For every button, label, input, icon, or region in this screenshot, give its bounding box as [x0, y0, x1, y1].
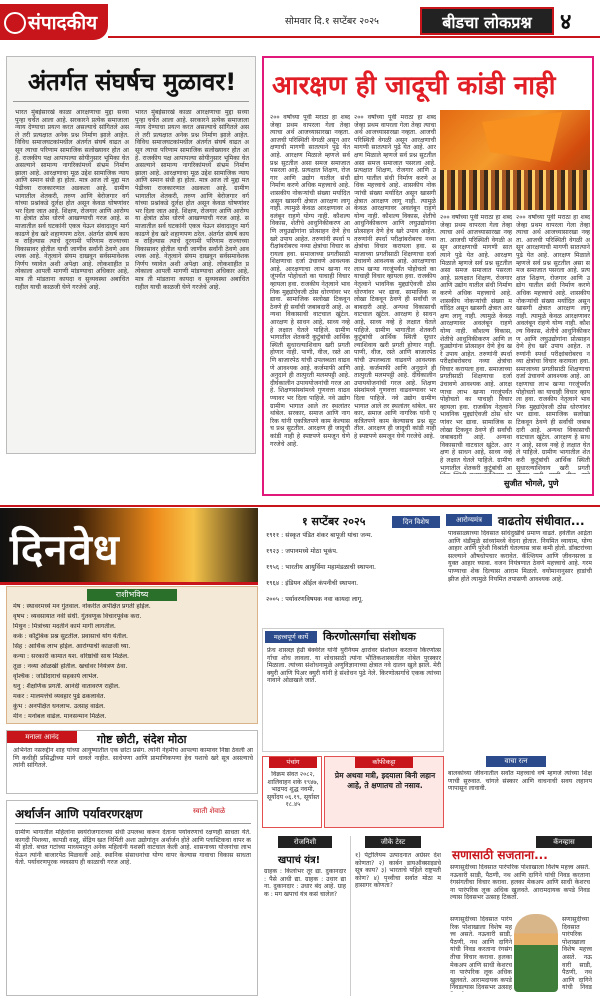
horoscope-item: कन्या : सरकारी कामात यश. वरिष्ठांची साथ मिळेल. — [13, 653, 130, 660]
feature-body-col-1: २०० वर्षांच्या पूर्वी मराठा हा शब्द जेव्हा प्रथम वापरला गेला तेव्हा त्याचा अर्थ आजच्यासारखा नव्हता. आजची परिस्थिती वेगळी असून आरक्षणाची मागणी सातत्याने पुढे येत आहे. आरक्षण मिळाले म्हणजे सर्व प्रश्न सुटतील असा समज समाजात पसरला आहे. प्रत्यक्षात शिक्षण, रोजगार आणि उद्योग यातील संधी निर्माण करणे अधिक महत्त्वाचे आहे. शासकीय नोकऱ्यांची संख्या मर्यादित असून खासगी क्षेत्रात आरक्षण लागू नाही. त्यामुळे केवळ आरक्षणावर अवलंबून राहणे योग्य नाही. कौशल्य विकास, शेतीचे आधुनिकीकरण आणि लघुउद्योगांना प्रोत्साहन देणे हेच खरे उपाय आहेत. तरुणांनी स्पर्धा परीक्षांबरोबरच नव्या क्षेत्रांचा विचार करायला हवा. समाजाच्या प्रगतीसाठी शिक्षणाचा दर्जा उंचावणे आवश्यक आहे. आरक्षणाचा लाभ खऱ्या गरजूंपर्यंत पोहोचतो का याचाही विचार व्हायला हवा. राजकीय नेतृत्वाने भावनिक मुद्द्यांऐवजी ठोस धोरणांवर भर द्यावा. सामाजिक सलोखा टिकवून ठेवणे ही सर्वांची जबाबदारी आहे. अन्यथा विकासाची वाटचाल खुंटेल. आरक्षण हे साधन आहे, साध्य नव्हे हे लक्षात घेतले पाहिजे. ग्रामीण भागातील शेतकरी कुटुंबांची आर्थिक स्थिती सुधारल्याशिवाय खरी प्रगती होणार नाही. पाणी, वीज, रस्ते आणि बाजारपेठ यांची उपलब्धता वाढवणे आवश्यक आहे. कर्जमाफी आणि अनुदाने ही तात्पुरती मलमपट्टी आहे. दीर्घकालीन उपाययोजनांची गरज आहे. शिक्षणसंस्थांमध्ये गुणवत्ता वाढवण्यावर भर दिला पाहिजे. नवे उद्योग ग्रामीण भागात आले तर स्थलांतर थांबेल. सरकार, समाज आणि नागरिक यांनी एकत्रितपणे काम केल्यासच प्रश्न सुटतील. आरक्षण ही जादूची कांडी नाही हे स्पष्टपणे समजून घेणे गरजेचे आहे. — [270, 114, 350, 448]
short-story-label: मनाला आनंद — [7, 731, 77, 743]
feature-article — [262, 56, 594, 496]
horoscope-item: तूळ : नव्या ओळखी होतील. खर्चावर नियंत्रण ठेवा. — [13, 663, 128, 670]
short-story-title: गोष्ट छोटी, संदेश मोठा — [97, 733, 187, 746]
day-special-item: १९५६ : भारतीय आयुर्विमा महामंडळाची स्थापना. — [266, 564, 376, 571]
title-divider — [15, 823, 251, 824]
fashion-body-left: सणासुदीच्या दिवसात पारंपरिक पोशाखाला विशेष महत्त्व असते. नऊवारी साडी, पैठणी, नथ आणि दागिने यांची निवड करताना रंगसंगतीचा विचार करावा. हलका मेकअप आणि साधी केशरचना पारंपरिक लूक अधिक खुलवते. आरामदायक कपडे निवडल्यास दिवसभर उत्साह — [450, 916, 512, 992]
day-special-item: १९६४ : इंडियन ऑईल कंपनीची स्थापना. — [266, 580, 359, 587]
editorial-body-col-2: भारत मुंबईसारखे काळा आरक्षणाचा मुद्दा सध्या पुन्हा चर्चेत आला आहे. सरकारने प्रत्येक समाजाला न्याय देण्याचा प्रयत्न करत असल्याचे सांगितले असले तरी प्रत्यक्षात अनेक प्रश्न निर्माण झाले आहेत. विविध समाजघटकांमधील अंतर्गत संघर्ष वाढत असून त्याचा परिणाम सामाजिक सलोख्यावर होत आहे. राजकीय पक्ष आपापल्या सोयीनुसार भूमिका घेत असल्याने सामान्य नागरिकांमध्ये संभ्रम निर्माण झाला आहे. आरक्षणाचा मूळ उद्देश सामाजिक न्याय आणि समान संधी हा होता. मात्र आज तो मुद्दा मतपेढीच्या राजकारणात अडकला आहे. ग्रामीण भागातील शेतकरी, तरुण आणि बेरोजगार वर्ग यांच्या प्रश्नांकडे दुर्लक्ष होत असून केवळ घोषणांवर भर दिला जात आहे. शिक्षण, रोजगार आणि आरोग्य या क्षेत्रांत ठोस धोरणे आखण्याची गरज आहे. समाजातील सर्व घटकांनी एकत्र येऊन संवादातून मार्ग काढणे हेच खरे शहाणपण ठरेल. अंतर्गत संघर्ष कायम राहिल्यास त्याचे दूरगामी परिणाम राज्याच्या विकासावर होतील याची जाणीव सर्वांनी ठेवणे आवश्यक आहे. नेतृत्वाने संयम दाखवून सर्वसमावेशक निर्णय घ्यावेत अशी अपेक्षा आहे. लोकशाहीत प्रत्येकाला आपली मागणी मांडण्याचा अधिकार आहे, मात्र ती मांडताना कायदा व सुव्यवस्था अबाधित राहील याची काळजी घेणे गरजेचे आहे. — [135, 109, 249, 291]
economy-author: स्वाती शेवाळे — [193, 807, 226, 815]
newspaper-name: बीडचा लोकप्रश्न — [420, 7, 554, 35]
section-banner — [0, 4, 108, 40]
science-title: किरणोत्सर्गाचा संशोधक — [323, 630, 416, 643]
day-special-badge: दिन विशेष — [392, 516, 440, 528]
almanac-body: विक्रम संवत २०८२, शालिवाहन शके १९४७, भाद्रपद शुद्ध नवमी, सूर्योदय ०६.१९, सूर्यास्त १८.४५ — [266, 771, 320, 809]
pen-nib-icon — [4, 12, 26, 34]
feature-body-col-2: २०० वर्षांच्या पूर्वी मराठा हा शब्द जेव्हा प्रथम वापरला गेला तेव्हा त्याचा अर्थ आजच्यासारखा नव्हता. आजची परिस्थिती वेगळी असून आरक्षणाची मागणी सातत्याने पुढे येत आहे. आरक्षण मिळाले म्हणजे सर्व प्रश्न सुटतील असा समज समाजात पसरला आहे. प्रत्यक्षात शिक्षण, रोजगार आणि उद्योग यातील संधी निर्माण करणे अधिक महत्त्वाचे आहे. शासकीय नोकऱ्यांची संख्या मर्यादित असून खासगी क्षेत्रात आरक्षण लागू नाही. त्यामुळे केवळ आरक्षणावर अवलंबून राहणे योग्य नाही. कौशल्य विकास, शेतीचे आधुनिकीकरण आणि लघुउद्योगांना प्रोत्साहन देणे हेच खरे उपाय आहेत. तरुणांनी स्पर्धा परीक्षांबरोबरच नव्या क्षेत्रांचा विचार करायला हवा. समाजाच्या प्रगतीसाठी शिक्षणाचा दर्जा उंचावणे आवश्यक आहे. आरक्षणाचा लाभ खऱ्या गरजूंपर्यंत पोहोचतो का याचाही विचार व्हायला हवा. राजकीय नेतृत्वाने भावनिक मुद्द्यांऐवजी ठोस धोरणांवर भर द्यावा. सामाजिक सलोखा टिकवून ठेवणे ही सर्वांची जबाबदारी आहे. अन्यथा विकासाची वाटचाल खुंटेल. आरक्षण हे साधन आहे, साध्य नव्हे हे लक्षात घेतले पाहिजे. ग्रामीण भागातील शेतकरी कुटुंबांची आर्थिक स्थिती सुधारल्याशिवाय खरी प्रगती होणार नाही. पाणी, वीज, रस्ते आणि बाजारपेठ यांची उपलब्धता वाढवणे आवश्यक आहे. कर्जमाफी आणि अनुदाने ही तात्पुरती मलमपट्टी आहे. दीर्घकालीन उपाययोजनांची गरज आहे. शिक्षणसंस्थांमध्ये गुणवत्ता वाढवण्यावर भर दिला पाहिजे. नवे उद्योग ग्रामीण भागात आले तर स्थलांतर थांबेल. सरकार, समाज आणि नागरिक यांनी एकत्रितपणे काम केल्यासच प्रश्न सुटतील. आरक्षण ही जादूची कांडी नाही हे स्पष्टपणे समजून घेणे गरजेचे आहे. — [354, 114, 436, 440]
saffron-flag — [482, 112, 562, 162]
dinvedh-title: दिनवेध — [10, 525, 120, 574]
horoscope-box — [6, 586, 258, 724]
science-box — [262, 628, 444, 752]
reading-badge: वाचा रत्न — [486, 756, 546, 767]
fashion-box — [446, 836, 594, 996]
humor-badge: रोजनिशी — [278, 836, 332, 848]
horoscope-item: मकर : मालमत्तेचे व्यवहार पुढे ढकलावेत. — [13, 693, 106, 700]
reading-box — [446, 756, 594, 828]
day-special-date: १ सप्टेंबर २०२५ — [302, 515, 366, 528]
page-number: ४ — [560, 10, 572, 35]
economy-body: ग्रामीण भागातील महिलांना स्वयंरोजगाराच्या संधी उपलब्ध करून देताना पर्यावरणाचे रक्षणही साधता येते. कागदी पिशव्या, कापडी वस्तू, सेंद्रिय खत निर्मिती अशा उद्योगांतून अर्थार्जन होते आणि प्लास्टिकचा वापर कमी होतो. बचत गटांच्या माध्यमातून अनेक महिलांनी यशस्वी वाटचाल केली आहे. शासनाच्या योजनांचा लाभ घेऊन त्यांनी बाजारपेठ मिळवली आहे. स्थानिक संसाधनांचा योग्य वापर केल्यास गावाचा विकास साधता येतो. पर्यावरणपूरक व्यवसाय ही काळाची गरज आहे. — [15, 829, 251, 867]
quote-badge: कॉफीकट्टा — [355, 757, 413, 768]
science-body: फ्रेंच शास्त्रज्ञ हेन्री बेक्वेरेल यांनी युरेनियम क्षारांवर संशोधन करताना किरणोत्सर्गाचा शोध लावला. या शोधासाठी त्यांना भौतिकशास्त्रातील नोबेल पुरस्कार मिळाला. त्यांच्या संशोधनामुळे अणुविज्ञानाच्या क्षेत्रात नवे दालन खुले झाले. मेरी क्युरी आणि पिअर क्युरी यांनी हे संशोधन पुढे नेले. किरणोत्सर्गाचे एकक त्यांच्या नावाने ओळखले जाते. — [267, 647, 441, 685]
health-title: वाढतोय संधीवात... — [498, 514, 585, 528]
economy-title: अर्थार्जन आणि पर्यावरणरक्षण — [15, 807, 143, 821]
day-special-item: १९२३ : जपानमध्ये मोठा भूकंप. — [266, 548, 338, 555]
almanac-badge: पंचांग — [269, 757, 317, 768]
horoscope-item: धनु : शैक्षणिक प्रगती. आनंदी वातावरण राहील. — [13, 683, 121, 690]
fashion-badge: कॅनव्हास — [536, 836, 592, 848]
fashion-title: सणासाठी सजताना... — [452, 848, 548, 862]
editorial-title: अंतर्गत संघर्षच मुळावर! — [27, 68, 237, 96]
horoscope-item: सिंह : आर्थिक लाभ होईल. आरोग्याची काळजी घ्या. — [13, 643, 131, 650]
humor-title: खपाचं यंत्र! — [278, 855, 321, 866]
horoscope-item: कर्क : कौटुंबिक प्रश्न सुटतील. प्रवासाचे योग येतील. — [13, 633, 129, 640]
horoscope-item: मेष : स्थावरमध्ये मन गुंतवाल. नोकरीत अपेक्षित प्रगती होईल. — [13, 603, 151, 610]
horoscope-item: मीन : मनोबल वाढेल. मानसन्मान मिळेल. — [13, 713, 107, 720]
crowd — [440, 170, 590, 210]
feature-body-col-3: २०० वर्षांच्या पूर्वी मराठा हा शब्द जेव्हा प्रथम वापरला गेला तेव्हा त्याचा अर्थ आजच्यासारखा नव्हता. आजची परिस्थिती वेगळी असून आरक्षणाची मागणी सातत्याने पुढे येत आहे. आरक्षण मिळाले म्हणजे सर्व प्रश्न सुटतील असा समज समाजात पसरला आहे. प्रत्यक्षात शिक्षण, रोजगार आणि उद्योग यातील संधी निर्माण करणे अधिक महत्त्वाचे आहे. शासकीय नोकऱ्यांची संख्या मर्यादित असून खासगी क्षेत्रात आरक्षण लागू नाही. त्यामुळे केवळ आरक्षणावर अवलंबून राहणे योग्य नाही. कौशल्य विकास, शेतीचे आधुनिकीकरण आणि लघुउद्योगांना प्रोत्साहन देणे हेच खरे उपाय आहेत. तरुणांनी स्पर्धा परीक्षांबरोबरच नव्या क्षेत्रांचा विचार करायला हवा. समाजाच्या प्रगतीसाठी शिक्षणाचा दर्जा उंचावणे आवश्यक आहे. आरक्षणाचा लाभ खऱ्या गरजूंपर्यंत पोहोचतो का याचाही विचार व्हायला हवा. राजकीय नेतृत्वाने भावनिक मुद्द्यांऐवजी ठोस धोरणांवर भर द्यावा. सामाजिक सलोखा टिकवून ठेवणे ही सर्वांची जबाबदारी आहे. अन्यथा विकासाची वाटचाल खुंटेल. आरक्षण हे साधन आहे, साध्य नव्हे हे लक्षात घेतले पाहिजे. ग्रामीण भागातील शेतकरी कुटुंबांची आ — [440, 214, 512, 472]
dinvedh-banner — [0, 508, 258, 582]
quote-box — [324, 756, 444, 828]
humor-body: ग्राहक : किलोभर तूर द्या. दुकानदार : पैसे आधी द्या. ग्राहक : उधार द्या ना. दुकानदार : उधार बंद आहे. ग्राहक : मग खपाचं यंत्र कसं चालेल? — [264, 868, 346, 898]
humor-box — [262, 836, 348, 996]
quiz-badge: जीके टेस्ट — [365, 836, 421, 848]
short-story-body: अभिनेता नसरुद्दीन शाह यांच्या आयुष्यातील एक छोटा प्रसंग. त्यांनी नेहमीच आपल्या कामावर निष्ठा ठेवली आणि कधीही प्रसिद्धीच्या मागे धावले नाहीत. साधेपणा आणि प्रामाणिकपणा हेच यशाचे खरे सूत्र असल्याचे त्यांनी सांगितले. — [13, 747, 253, 770]
byline: सुजीत भोगले, पुणे — [504, 479, 559, 488]
health-body: पावसाळ्याच्या दिवसात सांधेदुखीचे प्रमाण वाढते. हवेतील आर्द्रता आणि थंडीमुळे सांध्यांमध्ये वेदना होतात. नियमित व्यायाम, योग्य आहार आणि पुरेशी विश्रांती घेतल्यास त्रास कमी होतो. डॉक्टरांच्या सल्ल्याने औषधोपचार करावेत. कॅल्शियम आणि जीवनसत्त्व ड युक्त आहार घ्यावा. वजन नियंत्रणात ठेवणे महत्त्वाचे आहे. गरम पाण्याचा शेक दिल्यास आराम मिळतो. वयोमानानुसार हाडांची झीज होते त्यामुळे नियमित तपासणी आवश्यक आहे. — [448, 530, 592, 583]
quote-text: प्रेम अथवा मत्री, इदयाला बिनी लहान आहे, ते क्षणातच तो नसाव. — [334, 771, 436, 790]
health-column — [446, 512, 594, 752]
section-name: संपादकीय — [28, 12, 98, 34]
horoscope-heading: राशीभविष्य — [87, 589, 177, 601]
page-header — [0, 0, 600, 50]
day-special-item: २००५ : पर्यावरणविषयक नवा कायदा लागू. — [266, 596, 364, 603]
almanac-box — [262, 756, 322, 828]
fashion-body-right: सणासुदीच्या दिवसात पारंपरिक पोशाखाला विशेष महत्त्व असते. नऊवारी साडी, पैठणी, नथ आणि दागिने यांची निवड — [562, 916, 592, 992]
short-story-box — [6, 730, 258, 794]
editorial-article — [6, 56, 256, 454]
science-badge: महत्त्वपूर्ण कार्ये — [265, 631, 317, 643]
woman-in-saree-photo — [514, 914, 558, 992]
issue-date: सोमवार दि.१ सप्टेंबर २०२५ — [285, 16, 379, 27]
title-divider — [13, 101, 249, 102]
section-rule — [0, 505, 600, 507]
economy-article — [6, 800, 258, 996]
day-special-box — [262, 512, 444, 616]
horoscope-item: वृश्चिक : जोडीदाराचे सहकार्य लाभेल. — [13, 673, 99, 680]
horoscope-item: कुंभ : अनपेक्षित धनलाभ. उत्साह वाढेल. — [13, 703, 106, 710]
quiz-body: १) पेट्रोलियम उत्पादनात अग्रेसर देश कोणता? २) कार्बन डायऑक्साइडचे सूत्र काय? ३) भारताचे पहिले राष्ट्रपती कोण? ४) पृथ्वीचा सर्वात मोठा महासागर कोणता? — [355, 852, 441, 890]
reading-body: बालकांच्या जीवनातील सर्वांत महत्त्वाचे वर्ष म्हणजे त्यांच्या शिक्षणाची सुरुवात. चांगले संस्कार आणि वाचनाची सवय लहानपणापासून लावावी. — [448, 770, 592, 793]
feature-title: आरक्षण ही जादूची कांडी नाही — [272, 71, 556, 101]
rally-photo — [440, 110, 590, 210]
editorial-body-col-1: भारत मुंबईसारखे काळा आरक्षणाचा मुद्दा सध्या पुन्हा चर्चेत आला आहे. सरकारने प्रत्येक समाजाला न्याय देण्याचा प्रयत्न करत असल्याचे सांगितले असले तरी प्रत्यक्षात अनेक प्रश्न निर्माण झाले आहेत. विविध समाजघटकांमधील अंतर्गत संघर्ष वाढत असून त्याचा परिणाम सामाजिक सलोख्यावर होत आहे. राजकीय पक्ष आपापल्या सोयीनुसार भूमिका घेत असल्याने सामान्य नागरिकांमध्ये संभ्रम निर्माण झाला आहे. आरक्षणाचा मूळ उद्देश सामाजिक न्याय आणि समान संधी हा होता. मात्र आज तो मुद्दा मतपेढीच्या राजकारणात अडकला आहे. ग्रामीण भागातील शेतकरी, तरुण आणि बेरोजगार वर्ग यांच्या प्रश्नांकडे दुर्लक्ष होत असून केवळ घोषणांवर भर दिला जात आहे. शिक्षण, रोजगार आणि आरोग्य या क्षेत्रांत ठोस धोरणे आखण्याची गरज आहे. समाजातील सर्व घटकांनी एकत्र येऊन संवादातून मार्ग काढणे हेच खरे शहाणपण ठरेल. अंतर्गत संघर्ष कायम राहिल्यास त्याचे दूरगामी परिणाम राज्याच्या विकासावर होतील याची जाणीव सर्वांनी ठेवणे आवश्यक आहे. नेतृत्वाने संयम दाखवून सर्वसमावेशक निर्णय घ्यावेत अशी अपेक्षा आहे. लोकशाहीत प्रत्येकाला आपली मागणी मांडण्याचा अधिकार आहे, मात्र ती मांडताना कायदा व सुव्यवस्था अबाधित राहील याची काळजी घेणे गरजेचे आहे. — [15, 109, 129, 291]
banner-ribbon — [0, 582, 258, 585]
horoscope-item: मिथुन : मित्रांच्या मदतीने कामे मार्गी लागतील. — [13, 623, 116, 630]
horoscope-item: वृषभ : व्यवसायात नवी संधी. गुंतवणूक विचारपूर्वक करा. — [13, 613, 142, 620]
feature-body-col-4: २०० वर्षांच्या पूर्वी मराठा हा शब्द जेव्हा प्रथम वापरला गेला तेव्हा त्याचा अर्थ आजच्यासारखा नव्हता. आजची परिस्थिती वेगळी असून आरक्षणाची मागणी सातत्याने पुढे येत आहे. आरक्षण मिळाले म्हणजे सर्व प्रश्न सुटतील असा समज समाजात पसरला आहे. प्रत्यक्षात शिक्षण, रोजगार आणि उद्योग यातील संधी निर्माण करणे अधिक महत्त्वाचे आहे. शासकीय नोकऱ्यांची संख्या मर्यादित असून खासगी क्षेत्रात आरक्षण लागू नाही. त्यामुळे केवळ आरक्षणावर अवलंबून राहणे योग्य नाही. कौशल्य विकास, शेतीचे आधुनिकीकरण आणि लघुउद्योगांना प्रोत्साहन देणे हेच खरे उपाय आहेत. तरुणांनी स्पर्धा परीक्षांबरोबरच नव्या क्षेत्रांचा विचार करायला हवा. समाजाच्या प्रगतीसाठी शिक्षणाचा दर्जा उंचावणे आवश्यक आहे. आरक्षणाचा लाभ खऱ्या गरजूंपर्यंत पोहोचतो का याचाही विचार व्हायला हवा. राजकीय नेतृत्वाने भावनिक मुद्द्यांऐवजी ठोस धोरणांवर भर द्यावा. सामाजिक सलोखा टिकवून ठेवणे ही सर्वांची जबाबदारी आहे. अन्यथा विकासाची वाटचाल खुंटेल. आरक्षण हे साधन आहे, साध्य नव्हे हे लक्षात घेतले पाहिजे. ग्रामीण भागातील शेतकरी कुटुंबांची आर्थिक स्थिती सुधारल्याशिवाय खरी प्रगती — [516, 214, 590, 472]
health-badge: आरोग्यमंत्र — [446, 514, 492, 526]
quiz-box — [350, 836, 444, 996]
fashion-body-top: सणासुदीच्या दिवसात पारंपरिक पोशाखाला विशेष महत्त्व असते. नऊवारी साडी, पैठणी, नथ आणि दागिने यांची निवड करताना रंगसंगतीचा विचार करावा. हलका मेकअप आणि साधी केशरचना पारंपरिक लूक अधिक खुलवते. आरामदायक कपडे निवडल्यास दिवसभर उत्साह टिकतो. — [450, 864, 590, 902]
day-special-item: १९११ : संस्कृत पंडित शंकर बापूजी यांचा जन्म. — [266, 532, 373, 539]
